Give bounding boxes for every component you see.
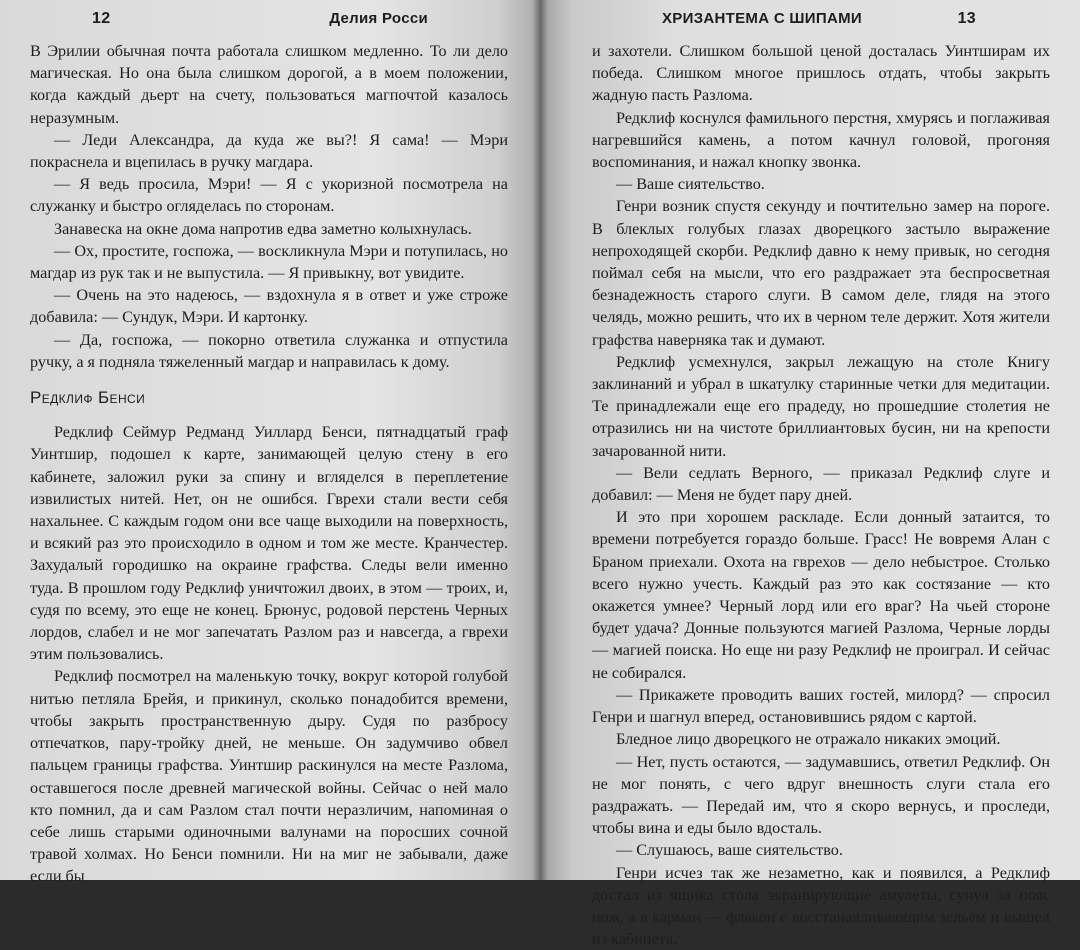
- paragraph: — Ох, простите, госпожа, — воскликнула Мэри и потупилась, но магдар из рук так и не выпустила. — Я привыкну, вот увидите.: [30, 241, 508, 283]
- right-page: [540, 0, 1080, 949]
- paragraph: — Слушаюсь, ваше сиятельство.: [616, 841, 843, 860]
- paragraph: Редклиф усмехнулся, закрыл лежащую на столе Книгу заклинаний и убрал в шкатулку старинные четки для медитации. Те принадлежали еще его прадеду, но прошедшие столетия не отразились ни на чистоте бриллиантовых бусин, ни на крепости зачарованной нити.: [592, 352, 1050, 460]
- left-page-author: Делия Росси: [329, 10, 428, 27]
- right-page-number: 13: [957, 10, 976, 27]
- right-page-header: [592, 6, 1050, 40]
- paragraph: — Прикажете проводить ваших гостей, милорд? — спросил Генри и шагнул вперед, остановившись рядом с картой.: [592, 685, 1050, 727]
- left-page-number: 12: [92, 10, 111, 27]
- left-page-body: [30, 40, 508, 888]
- paragraph: — Я ведь просила, Мэри! — Я с укоризной посмотрела на служанку и быстро огляделась по сторонам.: [30, 175, 508, 216]
- paragraph: Бледное лицо дворецкого не отражало никаких эмоций.: [616, 730, 1001, 749]
- paragraph: — Леди Александра, да куда же вы?! Я сама! — Мэри покраснела и вцепилась в ручку магдара.: [30, 130, 508, 172]
- paragraph: Занавеска на окне дома напротив едва заметно колыхнулась.: [54, 219, 472, 238]
- section-heading: Редклиф Бенси: [30, 388, 146, 408]
- paragraph: В Эрилии обычная почта работала слишком медленно. То ли дело магическая. Но она была слишком дорогой, а в моем положении, когда каждый дьерт на счету, пользоваться магпочтой казалось неразумным.: [30, 42, 508, 127]
- paragraph: — Ваше сиятельство.: [616, 175, 765, 194]
- right-page-body: [592, 40, 1050, 950]
- paragraph: Редклиф Сеймур Редманд Уиллард Бенси, пятнадцатый граф Уинтшир, подошел к карте, занимающей целую стену в его кабинете, заложил руки за спину и вгляделся в переплетение извилистых нитей. Нет, он не ошибся. Гврехи стали вести себя нахальнее. С каждым годом они все чаще выходили на поверхность, и всякий раз это происходило в одном и том же месте. Кранчестер. Захудалый городишко на окраине графства. Следы вели именно туда. В прошлом году Редклиф уничтожил двоих, в этом — троих, и, судя по всему, это еще не конец. Брюнус, родовой перстень Черных лордов, слабел и не мог запечатать Разлом раз и навсегда, а гврехи этим пользовались.: [30, 423, 508, 664]
- paragraph: Редклиф посмотрел на маленькую точку, вокруг которой голубой нитью петляла Брейя, и прикинул, сколько понадобится времени, чтобы закрыть пространственную дыру. Судя по разбросу отпечатков, пару-тройку дней, не меньше. Он задумчиво обвел пальцем границы графства. Уинтшир раскинулся на месте Разлома, оставшегося после древней магической войны. Сейчас о ней мало кто помнил, да и сам Разлом стал почти неразличим, напоминая о себе лишь старыми одиночными валунами на поросших сочной травой холмах. Но Бенси помнили. Ни на миг не забывали, даже если бы: [30, 667, 508, 886]
- left-page-header: [30, 6, 508, 40]
- paragraph: — Да, госпожа, — покорно ответила служанка и отпустила ручку, а я подняла тяжеленный магдар и направилась к дому.: [30, 330, 508, 371]
- paragraph: Генри возник спустя секунду и почтительно замер на пороге. В блеклых голубых глазах дворецкого застыло выражение непроходящей скорби. Редклиф давно к нему привык, но сегодня поймал себя на мысли, что его раздражает эта беспросветная безнадежность старого слуги. В самом деле, глядя на этого челядь, можно решить, что их в черном теле держит. Хотя жители графства наверняка так и думают.: [592, 197, 1050, 349]
- paragraph: — Нет, пусть остаются, — задумавшись, ответил Редклиф. Он не мог понять, с чего вдруг внешность слуги стала его раздражать. — Передай им, что я скоро вернусь, и проследи, чтобы вина и еды было вдосталь.: [592, 752, 1050, 838]
- paragraph-continuation: и захотели. Слишком большой ценой досталась Уинтширам их победа. Слишком многое пришлось отдать, чтобы закрыть жадную пасть Разлома.: [592, 42, 1050, 105]
- paragraph: — Вели седлать Верного, — приказал Редклиф слуге и добавил: — Меня не будет пару дней.: [592, 463, 1050, 505]
- paragraph: И это при хорошем раскладе. Если донный затаится, то времени потребуется гораздо больше. Грасс! Не вовремя Алан с Браном приехали. Охота на гврехов — дело небыстрое. Столько всего нужно учесть. Каждый раз это как состязание — кто окажется умнее? Черный лорд или его враг? На чьей стороне будет удача? Донные пользуются магией Разлома, Черные лорды — магией поиска. Но еще ни разу Редклиф не проиграл. И сейчас не собирался.: [592, 508, 1050, 682]
- paragraph: Редклиф коснулся фамильного перстня, хмурясь и поглаживая нагревшийся камень, а потом качнул головой, прогоняя воспоминания, и нажал кнопку звонка.: [592, 108, 1050, 172]
- right-page-book-title: ХРИЗАНТЕМА С ШИПАМИ: [662, 10, 862, 27]
- book-gutter-shadow: [532, 0, 548, 880]
- paragraph: — Очень на это надеюсь, — вздохнула я в ответ и уже строже добавила: — Сундук, Мэри. И картонку.: [30, 286, 508, 327]
- left-page: [0, 0, 540, 886]
- paragraph: Генри исчез так же незаметно, как и появился, а Редклиф достал из ящика стола экранирующие амулеты, сунул за пояс нож, а в карман — флакон с восстанавливающим зельем и вышел из кабинета.: [592, 863, 1050, 949]
